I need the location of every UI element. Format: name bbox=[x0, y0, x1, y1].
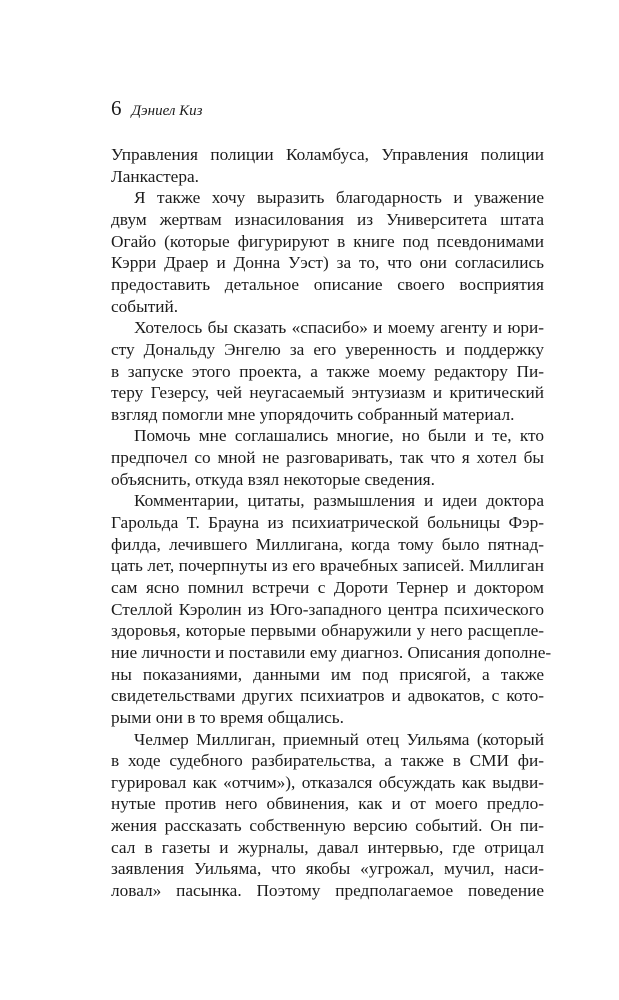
text-line: ловал» пасынка. Поэтому предполагаемое поведение bbox=[111, 881, 544, 900]
text-line: филда, лечившего Миллигана, когда тому было пятнад- bbox=[111, 534, 544, 554]
text-line: предпочел со мной не разговаривать, так что я хотел бы bbox=[111, 448, 544, 468]
text-line: сал в газеты и журналы, давал интервью, где отрицал bbox=[111, 837, 544, 857]
text-line: в ходе судебного разбирательства, а также в СМИ фи- bbox=[111, 751, 544, 771]
text-line: свидетельствами других психиатров и адвокатов, с кото- bbox=[111, 686, 544, 706]
text-line: рыми они в то время общались. bbox=[111, 707, 344, 727]
page-header bbox=[111, 96, 203, 120]
text-line: заявления Уильяма, что якобы «угрожал, мучил, наси- bbox=[111, 859, 544, 879]
text-line: сам ясно помнил встречи с Дороти Тернер и доктором bbox=[111, 577, 544, 597]
text-line: двум жертвам изнасилования из Университета штата bbox=[111, 209, 544, 229]
text-line: Кэрри Драер и Донна Уэст) за то, что они согласились bbox=[111, 253, 544, 273]
paragraph-first-line: Комментарии, цитаты, размышления и идеи доктора bbox=[134, 491, 544, 511]
text-line: теру Гезерсу, чей неугасаемый энтузиазм и критический bbox=[111, 383, 544, 403]
page-number: 6 bbox=[111, 96, 122, 120]
text-line: ние личности и поставили ему диагноз. Описания дополне- bbox=[111, 642, 552, 662]
running-title-author: Дэниел Киз bbox=[131, 103, 203, 119]
paragraph-first-line: Челмер Миллиган, приемный отец Уильяма (который bbox=[134, 729, 544, 749]
text-line: Гарольда Т. Брауна из психиатрической больницы Фэр- bbox=[111, 513, 544, 532]
text-line: Огайо (которые фигурируют в книге под псевдонимами bbox=[111, 231, 544, 251]
text-line: Ланкастера. bbox=[111, 166, 199, 186]
text-line: гурировал как «отчим»), отказался обсуждать как выдви- bbox=[111, 772, 544, 792]
text-line: сту Дональду Энгелю за его уверенность и поддержку bbox=[111, 339, 544, 359]
paragraph-first-line: Хотелось бы сказать «спасибо» и моему агенту и юри- bbox=[134, 318, 544, 338]
text-line: предоставить детальное описание своего восприятия bbox=[111, 274, 544, 294]
text-line: объяснить, откуда взял некоторые сведения. bbox=[111, 469, 435, 489]
text-line: событий. bbox=[111, 296, 179, 316]
text-line: здоровья, которые первыми обнаружили у него расщепле- bbox=[111, 621, 544, 641]
text-line: цать лет, почерпнуты из его врачебных записей. Миллиган bbox=[111, 556, 544, 576]
paragraph-first-line: Я также хочу выразить благодарность и уважение bbox=[134, 188, 544, 208]
text-line: Управления полиции Коламбуса, Управления полиции bbox=[111, 145, 544, 164]
text-line: взгляд помогли мне упорядочить собранный материал. bbox=[111, 404, 515, 424]
text-line: ны показаниями, данными им под присягой, а также bbox=[111, 664, 544, 684]
text-line: нутые против него обвинения, как и от моего предло- bbox=[111, 794, 544, 814]
text-line: Стеллой Кэролин из Юго-западного центра психического bbox=[111, 599, 544, 619]
paragraph-first-line: Помочь мне соглашались многие, но были и те, кто bbox=[134, 426, 544, 446]
text-line: в запуске этого проекта, а также моему редактору Пи- bbox=[111, 361, 544, 381]
text-line: жения рассказать собственную версию событий. Он пи- bbox=[111, 816, 544, 836]
